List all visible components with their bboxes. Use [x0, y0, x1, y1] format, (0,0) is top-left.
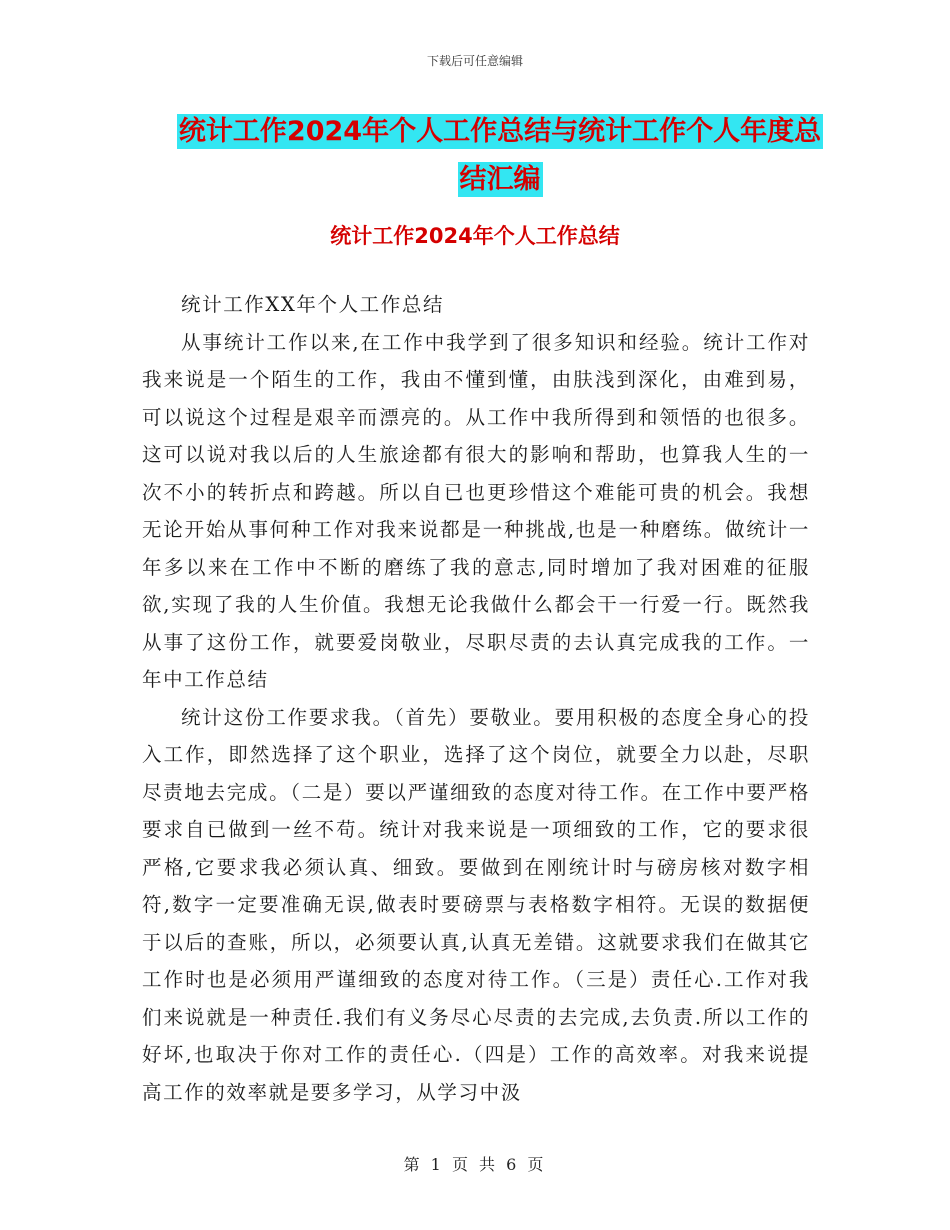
body-text [142, 286, 810, 1111]
page-footer: 第 1 页 共 6 页 [403, 1155, 547, 1174]
paragraph-heading: 统计工作XX年个人工作总结 [181, 293, 445, 316]
document-title [140, 108, 860, 204]
paragraph: 从事统计工作以来,在工作中我学到了很多知识和经验。统计工作对我来说是一个陌生的工作，我由不懂到懂，由肤浅到深化，由难到易，可以说这个过程是艰辛而漂亮的。从工作中我所得到和领悟的也很多。这可以说对我以后的人生旅途都有很大的影响和帮助，也算我人生的一次不小的转折点和跨越。所以自已也更珍惜这个难能可贵的机会。我想无论开始从事何种工作对我来说都是一种挑战,也是一种磨练。做统计一年多以来在工作中不断的磨练了我的意志,同时增加了我对困难的征服欲,实现了我的人生价值。我想无论我做什么都会干一行爱一行。既然我从事了这份工作，就要爱岗敬业，尽职尽责的去认真完成我的工作。一年中工作总结 [142, 330, 810, 691]
paragraph: 统计这份工作要求我。（首先）要敬业。要用积极的态度全身心的投入工作，即然选择了这个职业，选择了这个岗位，就要全力以赴，尽职尽责地去完成。（二是）要以严谨细致的态度对待工作。在工作中要严格要求自已做到一丝不苟。统计对我来说是一项细致的工作，它的要求很严格,它要求我必须认真、细致。要做到在刚统计时与磅房核对数字相符,数字一定要准确无误,做表时要磅票与表格数字相符。无误的数据便于以后的查账，所以，必须要认真,认真无差错。这就要求我们在做其它工作时也是必须用严谨细致的态度对待工作。（三是）责任心.工作对我们来说就是一种责任.我们有义务尽心尽责的去完成,去负责.所以工作的好坏,也取决于你对工作的责任心.（四是）工作的高效率。对我来说提高工作的效率就是要多学习，从学习中汲 [142, 705, 810, 1104]
title-line-2: 结汇编 [459, 164, 541, 195]
title-line-1: 统计工作2024年个人工作总结与统计工作个人年度总 [178, 116, 822, 147]
header-note: 下载后可任意编辑 [426, 54, 523, 68]
section-title: 统计工作2024年个人工作总结 [330, 224, 620, 248]
